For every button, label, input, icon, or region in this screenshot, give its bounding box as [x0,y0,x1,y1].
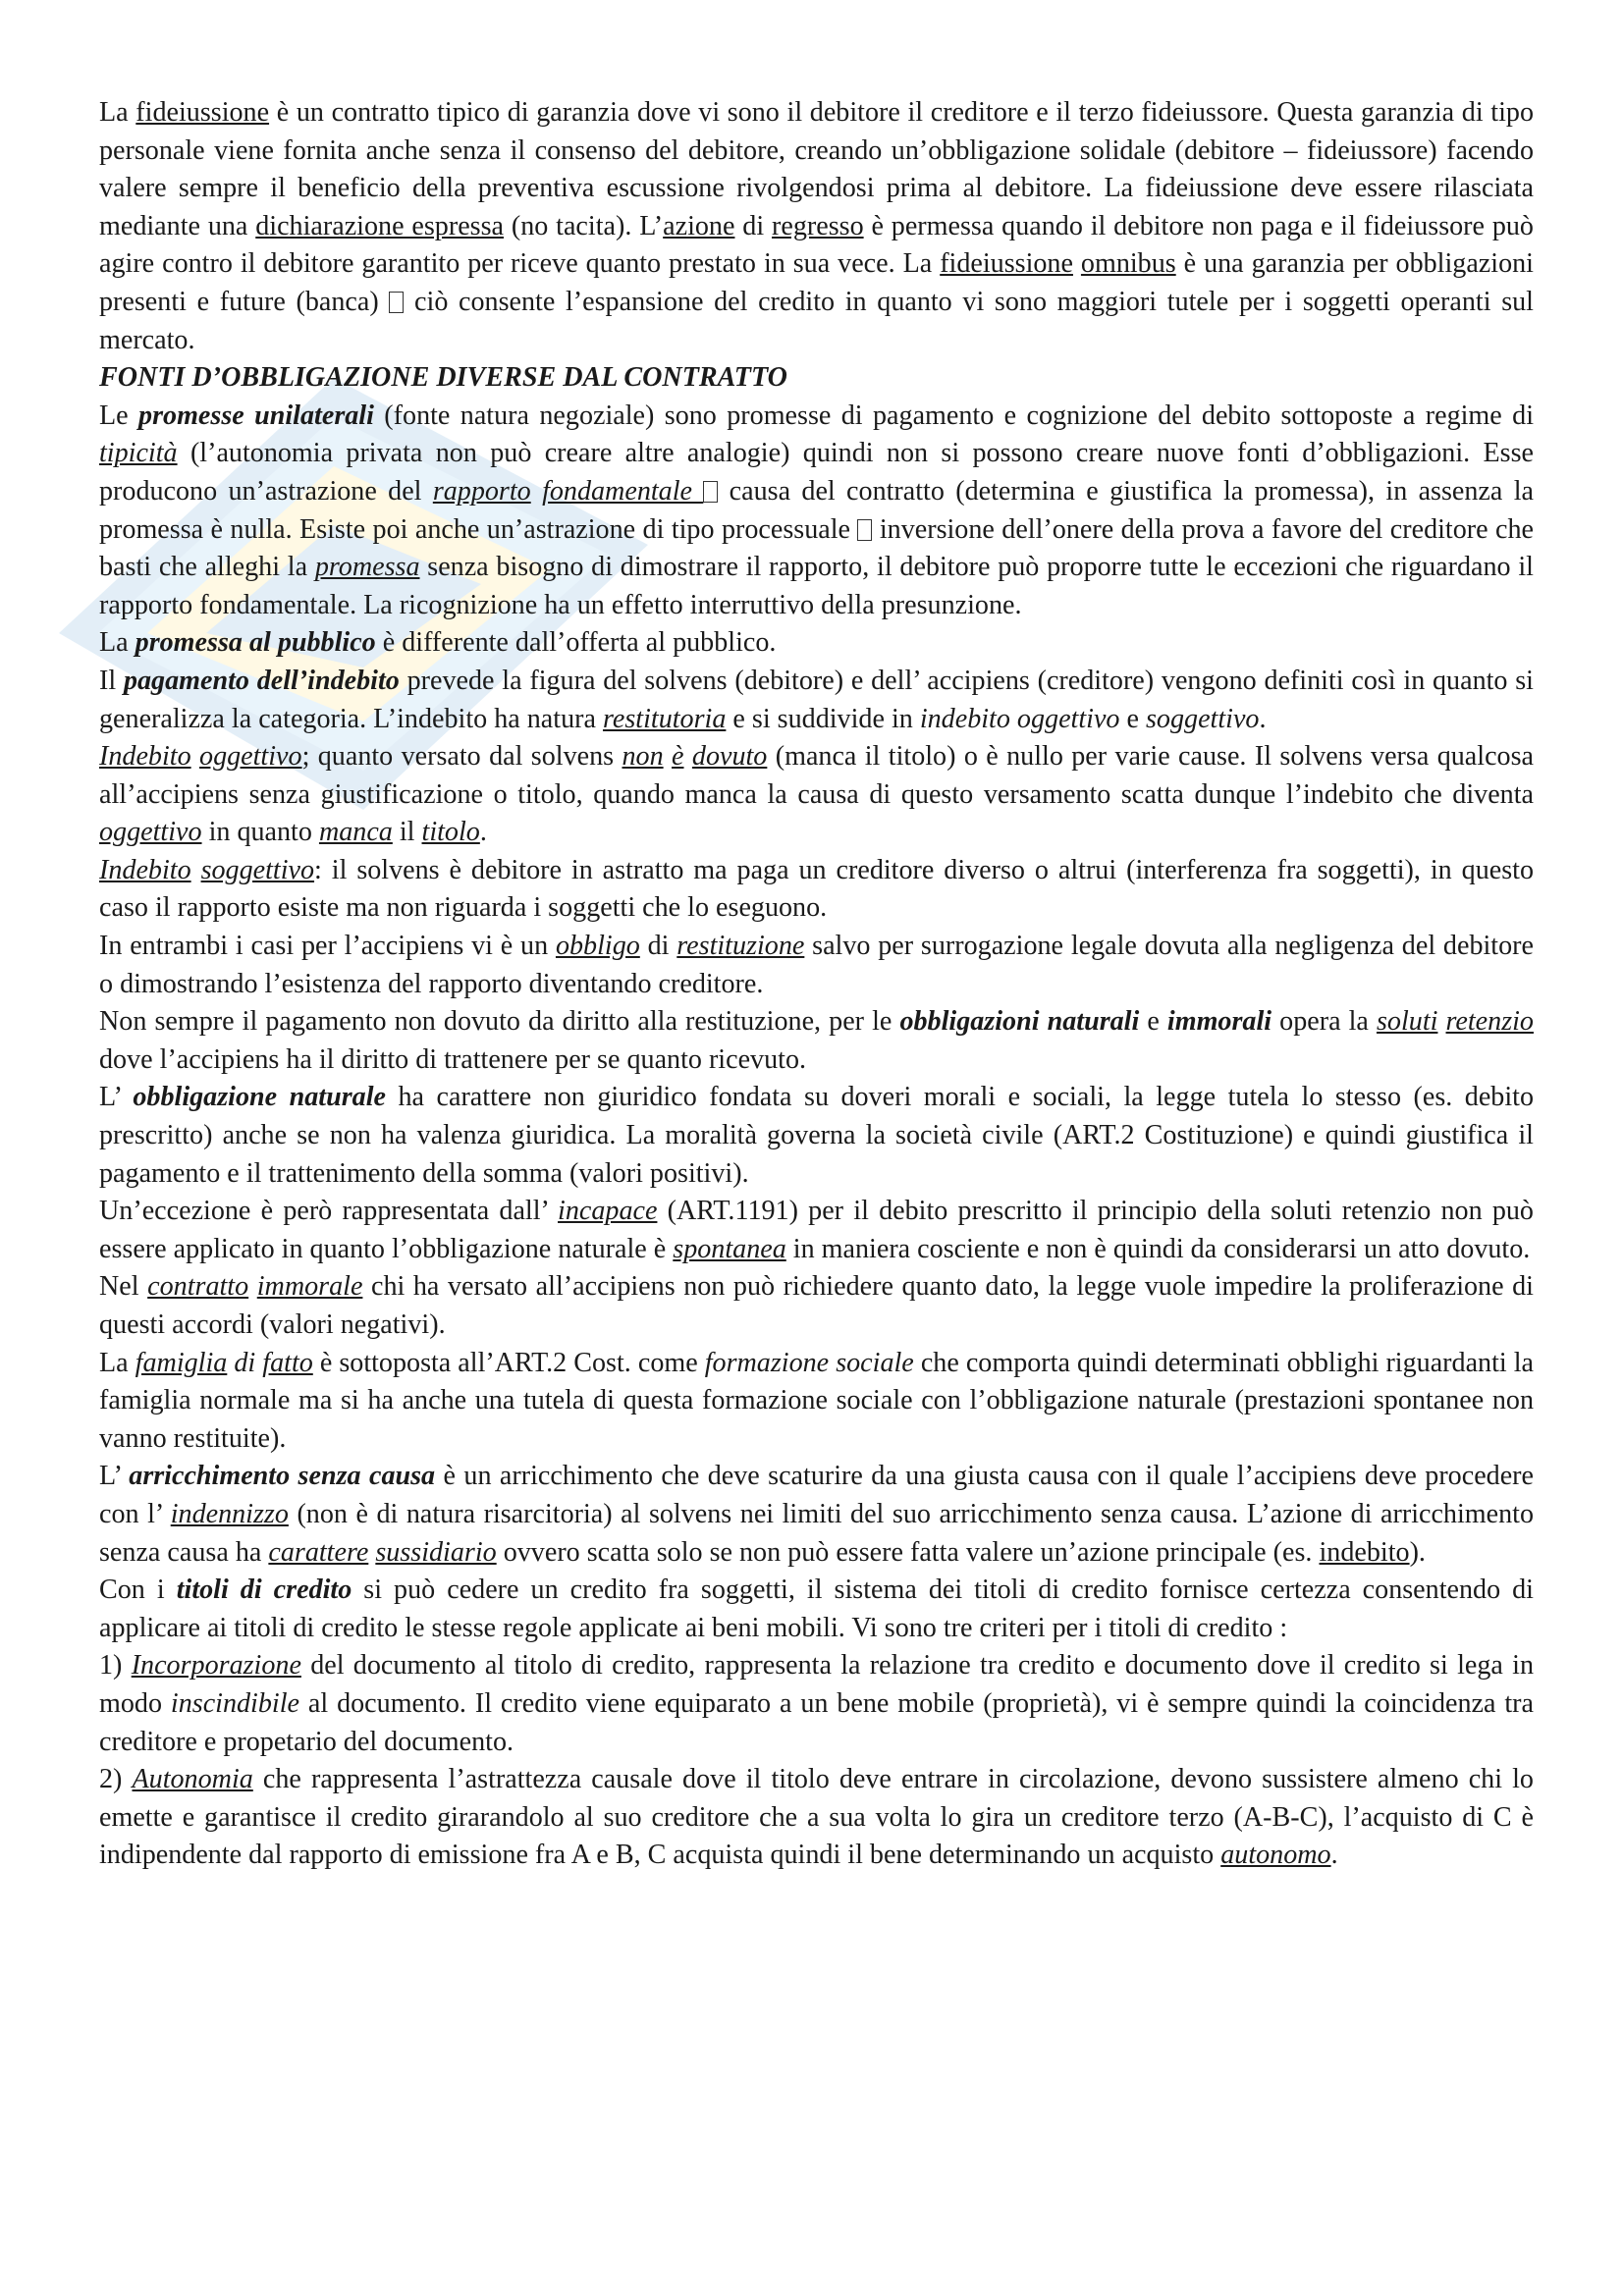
paragraph: Il pagamento dell’indebito prevede la figura del solvens (debitore) e dell’ accipiens (creditore) vengono definiti così in quanto si generalizza la categoria. L’indebito ha natura restitutoria e si suddivide in indebito oggettivo e soggettivo. [99,665,1534,734]
term: fideiussione [135,97,270,128]
term: fondamentale [542,475,704,507]
term: restituzione [676,931,805,962]
paragraph: Indebito oggettivo; quanto versato dal solvens non è dovuto (manca il titolo) o è nullo per varie cause. Il solvens versa qualcosa all’accipiens senza giustificazione o titolo, quando manca la causa di questo versamento scatta dunque l’indebito che diventa oggettivo in quanto manca il titolo. [99,741,1534,848]
paragraph: Con i titoli di credito si può cedere un credito fra soggetti, il sistema dei titoli di credito fornisce certezza consentendo di applicare ai titoli di credito le stesse regole applicate ai beni mobili. Vi sono tre criteri per i titoli di credito : [99,1575,1534,1643]
term: retenzio [1445,1006,1534,1038]
paragraph: 1) Incorporazione del documento al titolo di credito, rappresenta la relazione tra credito e documento dove il credito si lega in modo inscindibile al documento. Il credito viene equiparato a un bene mobile (proprietà), vi è sempre quindi la coincidenza tra creditore e propetario del documento. [99,1650,1534,1757]
paragraph: La famiglia di fatto è sottoposta all’ART.2 Cost. come formazione sociale che comporta quindi determinati obblighi riguardanti la famiglia normale ma si ha anche una tutela di questa formazione sociale con l’obbligazione naturale (prestazioni spontanee non vanno restituite). [99,1347,1535,1454]
term: obbligo [555,931,640,962]
section-heading: FONTI D’OBBLIGAZIONE DIVERSE DAL CONTRATTO [99,362,787,394]
term: indennizzo [170,1498,289,1529]
term: promessa [314,552,420,583]
term: fideiussione [940,248,1073,280]
term: non [622,741,664,773]
term: spontanea [673,1233,786,1264]
missing-glyph-icon [857,519,872,541]
emphasized-term: arricchimento senza causa [129,1461,436,1492]
missing-glyph-icon [389,292,404,313]
document-body [99,94,1534,1875]
paragraph: L’ obbligazione naturale ha carattere non giuridico fondata su doveri morali e sociali, la legge tutela lo stesso (es. debito prescritto) anche se non ha valenza giuridica. La moralità governa la società civile (ART.2 Costituzione) e quindi giustifica il pagamento e il trattenimento della somma (valori positivi). [99,1082,1535,1189]
term: dichiarazione espressa [255,210,504,241]
emphasized-term: immorali [1166,1006,1272,1038]
term: immorale [256,1271,363,1303]
term: indebito [1319,1536,1410,1568]
term: titolo [421,817,480,848]
term: è [672,741,684,773]
paragraph: Nel contratto immorale chi ha versato all’accipiens non può richiedere quanto dato, la legge vuole impedire la proliferazione di questi accordi (valori negativi). [99,1271,1534,1340]
term: fatto [262,1347,313,1378]
term: Incorporazione [131,1650,301,1682]
term: autonomo [1220,1840,1331,1871]
term: oggettivo [199,741,302,773]
term: inscindibile [170,1687,299,1719]
term: carattere [268,1536,369,1568]
term: sussidiario [375,1536,497,1568]
term: formazione sociale [704,1347,914,1378]
term: di [234,1347,256,1378]
term: soggettivo [1146,703,1260,734]
term: restitutoria [602,703,727,734]
term: tipicità [99,438,178,469]
term: famiglia [135,1347,228,1378]
term: azione [663,210,735,241]
emphasized-term: pagamento dell’indebito [123,665,400,696]
emphasized-term: obbligazione naturale [133,1082,386,1113]
term: Autonomia [132,1764,253,1795]
emphasized-term: promesse unilaterali [138,400,374,431]
paragraph: Indebito soggettivo: il solvens è debitore in astratto ma paga un creditore diverso o altrui (interferenza fra soggetti), in questo caso il rapporto esiste ma non riguarda i soggetti che lo eseguono. [99,854,1534,924]
term: contratto [147,1271,249,1303]
paragraph: Le promesse unilaterali (fonte natura negoziale) sono promesse di pagamento e cognizione del debito sottoposte a regime di tipicità (l’autonomia privata non può creare altre analogie) quindi non si possono creare nuove fonti d’obbligazioni. Esse producono un’astrazione del rapporto fondamentale causa del contratto (determina e giustifica la promessa), in assenza la promessa è nulla. Esiste poi anche un’astrazione di tipo processuale inversione dell’onere della prova a favore del creditore che basti che alleghi la promessa senza bisogno di dimostrare il rapporto, il debitore può proporre tutte le eccezioni che riguardano il rapporto fondamentale. La ricognizione ha un effetto interruttivo della presunzione. [99,400,1535,620]
emphasized-term: promessa al pubblico [135,627,376,659]
paragraph: La fideiussione è un contratto tipico di garanzia dove vi sono il debitore il creditore e il terzo fideiussore. Questa garanzia di tipo personale viene fornita anche senza il consenso del debitore, creando un’obbligazione solidale (debitore – fideiussore) facendo valere sempre il beneficio della preventiva escussione rivolgendosi prima al debitore. La fideiussione deve essere rilasciata mediante una dichiarazione espressa (no tacita). L’azione di regresso è permessa quando il debitore non paga e il fideiussore può agire contro il debitore garantito per riceve quanto prestato in sua vece. La fideiussione omnibus è una garanzia per obbligazioni presenti e future (banca) ciò consente l’espansione del credito in quanto vi sono maggiori tutele per i soggetti operanti sul mercato. [99,97,1535,355]
emphasized-term: titoli di credito [176,1575,352,1606]
paragraph: In entrambi i casi per l’accipiens vi è un obbligo di restituzione salvo per surrogazione legale dovuta alla negligenza del debitore o dimostrando l’esistenza del rapporto diventando creditore. [99,931,1534,999]
emphasized-term: obbligazioni naturali [899,1006,1140,1038]
paragraph: 2) Autonomia che rappresenta l’astrattezza causale dove il titolo deve entrare in circolazione, devono sussistere almeno chi lo emette e garantisce il credito girarandolo al suo creditore che a sua volta lo gira un creditore terzo (A-B-C), l’acquisto di C è indipendente dal rapporto di emissione fra A e B, C acquista quindi il bene determinando un acquisto autonomo. [99,1764,1534,1871]
term: oggettivo [99,817,202,848]
term: omnibus [1080,248,1176,280]
term: Indebito [99,854,191,885]
paragraph: Un’eccezione è però rappresentata dall’ incapace (ART.1191) per il debito prescritto il principio della soluti retenzio non può essere applicato in quanto l’obbligazione naturale è spontanea in maniera cosciente e non è quindi da considerarsi un atto dovuto. [99,1196,1534,1264]
paragraph: L’ arricchimento senza causa è un arricchimento che deve scaturire da una giusta causa con il quale l’accipiens deve procedere con l’ indennizzo (non è di natura risarcitoria) al solvens nei limiti del suo arricchimento senza causa. L’azione di arricchimento senza causa ha carattere sussidiario ovvero scatta solo se non può essere fatta valere un’azione principale (es. indebito). [99,1461,1535,1568]
term: manca [318,817,393,848]
paragraph: Non sempre il pagamento non dovuto da diritto alla restituzione, per le obbligazioni naturali e immorali opera la soluti retenzio dove l’accipiens ha il diritto di trattenere per se quanto ricevuto. [99,1006,1534,1075]
term: indebito oggettivo [919,703,1120,734]
term: soggettivo [200,854,315,885]
paragraph: La promessa al pubblico è differente dall’offerta al pubblico. [99,627,777,659]
term: regresso [772,210,864,241]
term: incapace [558,1196,658,1227]
term: dovuto [691,741,768,773]
term: rapporto [432,475,531,507]
term: Indebito [99,741,191,773]
missing-glyph-icon [703,481,718,503]
term: soluti [1376,1006,1438,1038]
